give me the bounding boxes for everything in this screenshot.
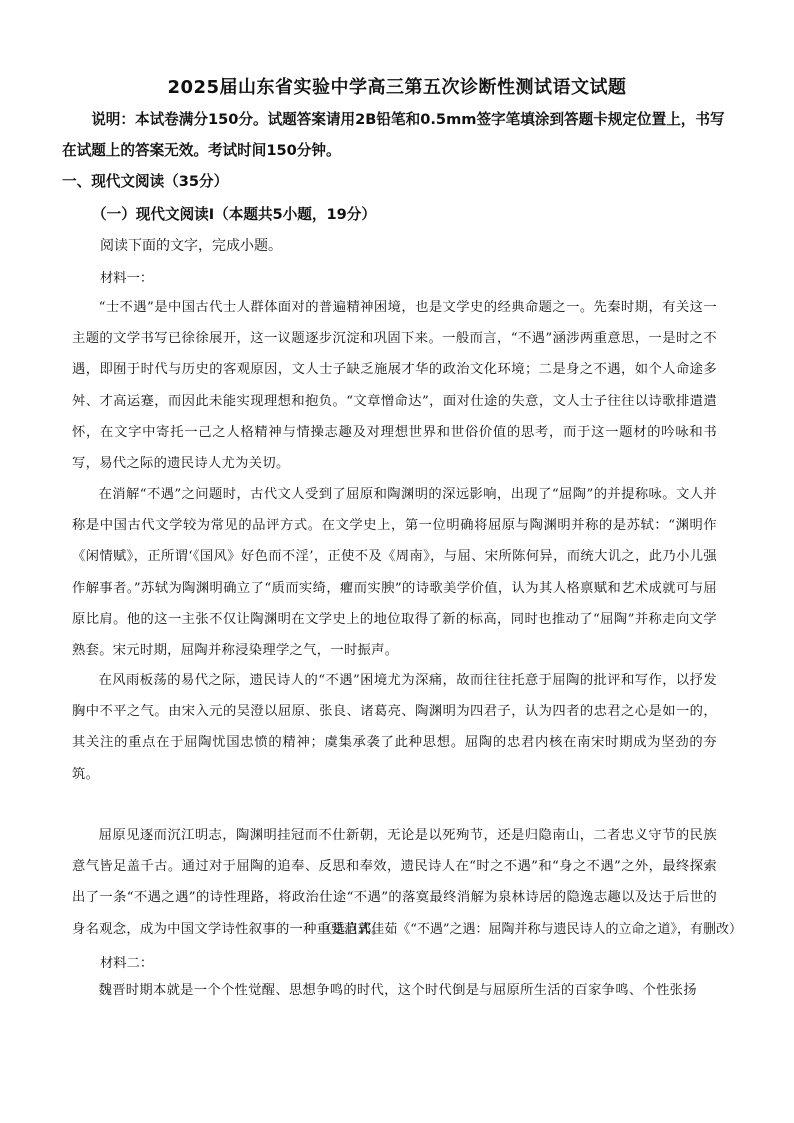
material-one-paragraph-4: 屈原见逐而沉江明志，陶渊明挂冠而不仕新朝，无论是以死殉节，还是归隐南山，二者忠义守节的民族意气皆足盖千古。通过对于屈陶的追奉、反思和奉效，遗民诗人在“时之不遇”和“身之不遇”之外，最终探索出了一条“不遇之遇”的诗性理路，将政治仕途“不遇”的落寞最终消解为泉林诗居的隐逸志趣以及达于后世的身名观念，成为中国文学诗性叙事的一种重要范式。 xyxy=(72,828,717,937)
material-two-paragraph-1: 魏晋时期本就是一个个性觉醒、思想争鸣的时代，这个时代倒是与屈原所生活的百家争鸣、个性张扬 xyxy=(98,983,697,998)
material-two-label: 材料二： xyxy=(100,956,154,971)
section-heading: 一、现代文阅读（35分） xyxy=(62,173,229,190)
exam-instructions: 说明：本试卷满分150分。试题答案请用2B铅笔和0.5mm签字笔填涂到答题卡规定位置上，书写在试题上的答案无效。考试时间150分钟。 xyxy=(62,111,725,159)
material-one-label: 材料一： xyxy=(100,271,154,286)
reading-prompt: 阅读下面的文字，完成小题。 xyxy=(100,238,282,254)
sub-section-heading: （一）现代文阅读Ⅰ（本题共5小题，19分） xyxy=(92,206,376,223)
material-one-source: （选自郭佳茹《“不遇”之遇：屈陶并称与遗民诗人的立命之道》，有删改） xyxy=(319,922,742,937)
material-one-paragraph-2: 在消解“不遇”之问题时，古代文人受到了屈原和陶渊明的深远影响，出现了“屈陶”的并提称咏。文人并称是中国古代文学较为常见的品评方式。在文学史上，第一位明确将屈原与陶渊明并称的是苏轼：“渊明作《闲情赋》，正所谓‘《国风》好色而不淫’，正使不及《周南》，与屈、宋所陈何异，而统大讥之，此乃小儿强作解事者。”苏轼为陶渊明确立了“质而实绮，癯而实腴”的诗歌美学价值，认为其人格禀赋和艺术成就可与屈原比肩。他的这一主张不仅让陶渊明在文学史上的地位取得了新的标高，同时也推动了“屈陶”并称走向文学熟套。宋元时期，屈陶并称浸染理学之气，一时振声。 xyxy=(72,487,717,659)
exam-title: 2025届山东省实验中学高三第五次诊断性测试语文试题 xyxy=(167,77,627,98)
material-one-paragraph-3: 在风雨板荡的易代之际，遗民诗人的“不遇”困境尤为深痛，故而往往托意于屈陶的批评和写作，以抒发胸中不平之气。由宋入元的吴澄以屈原、张良、诸葛亮、陶渊明为四君子，认为四者的忠君之心是如一的，其关注的重点在于屈陶忧国忠愤的精神；虞集承袭了此种思想。屈陶的忠君内核在南宋时期成为坚劲的夯筑。 xyxy=(72,673,717,782)
material-one-paragraph-1: “士不遇”是中国古代士人群体面对的普遍精神困境，也是文学史的经典命题之一。先秦时期，有关这一主题的文学书写已徐徐展开，这一议题逐步沉淀和巩固下来。一般而言，“不遇”涵涉两重意思，一是时之不遇，即囿于时代与历史的客观原因，文人士子缺乏施展才华的政治文化环境；二是身之不遇，如个人命途多舛、才高运蹇，而因此未能实现理想和抱负。“文章憎命达”，面对仕途的失意，文人士子往往以诗歌排遣遣怀，在文字中寄托一己之人格精神与情操志趣及对理想世界和世俗价值的思考，而于这一题材的吟咏和书写，易代之际的遗民诗人尤为关切。 xyxy=(72,300,717,472)
